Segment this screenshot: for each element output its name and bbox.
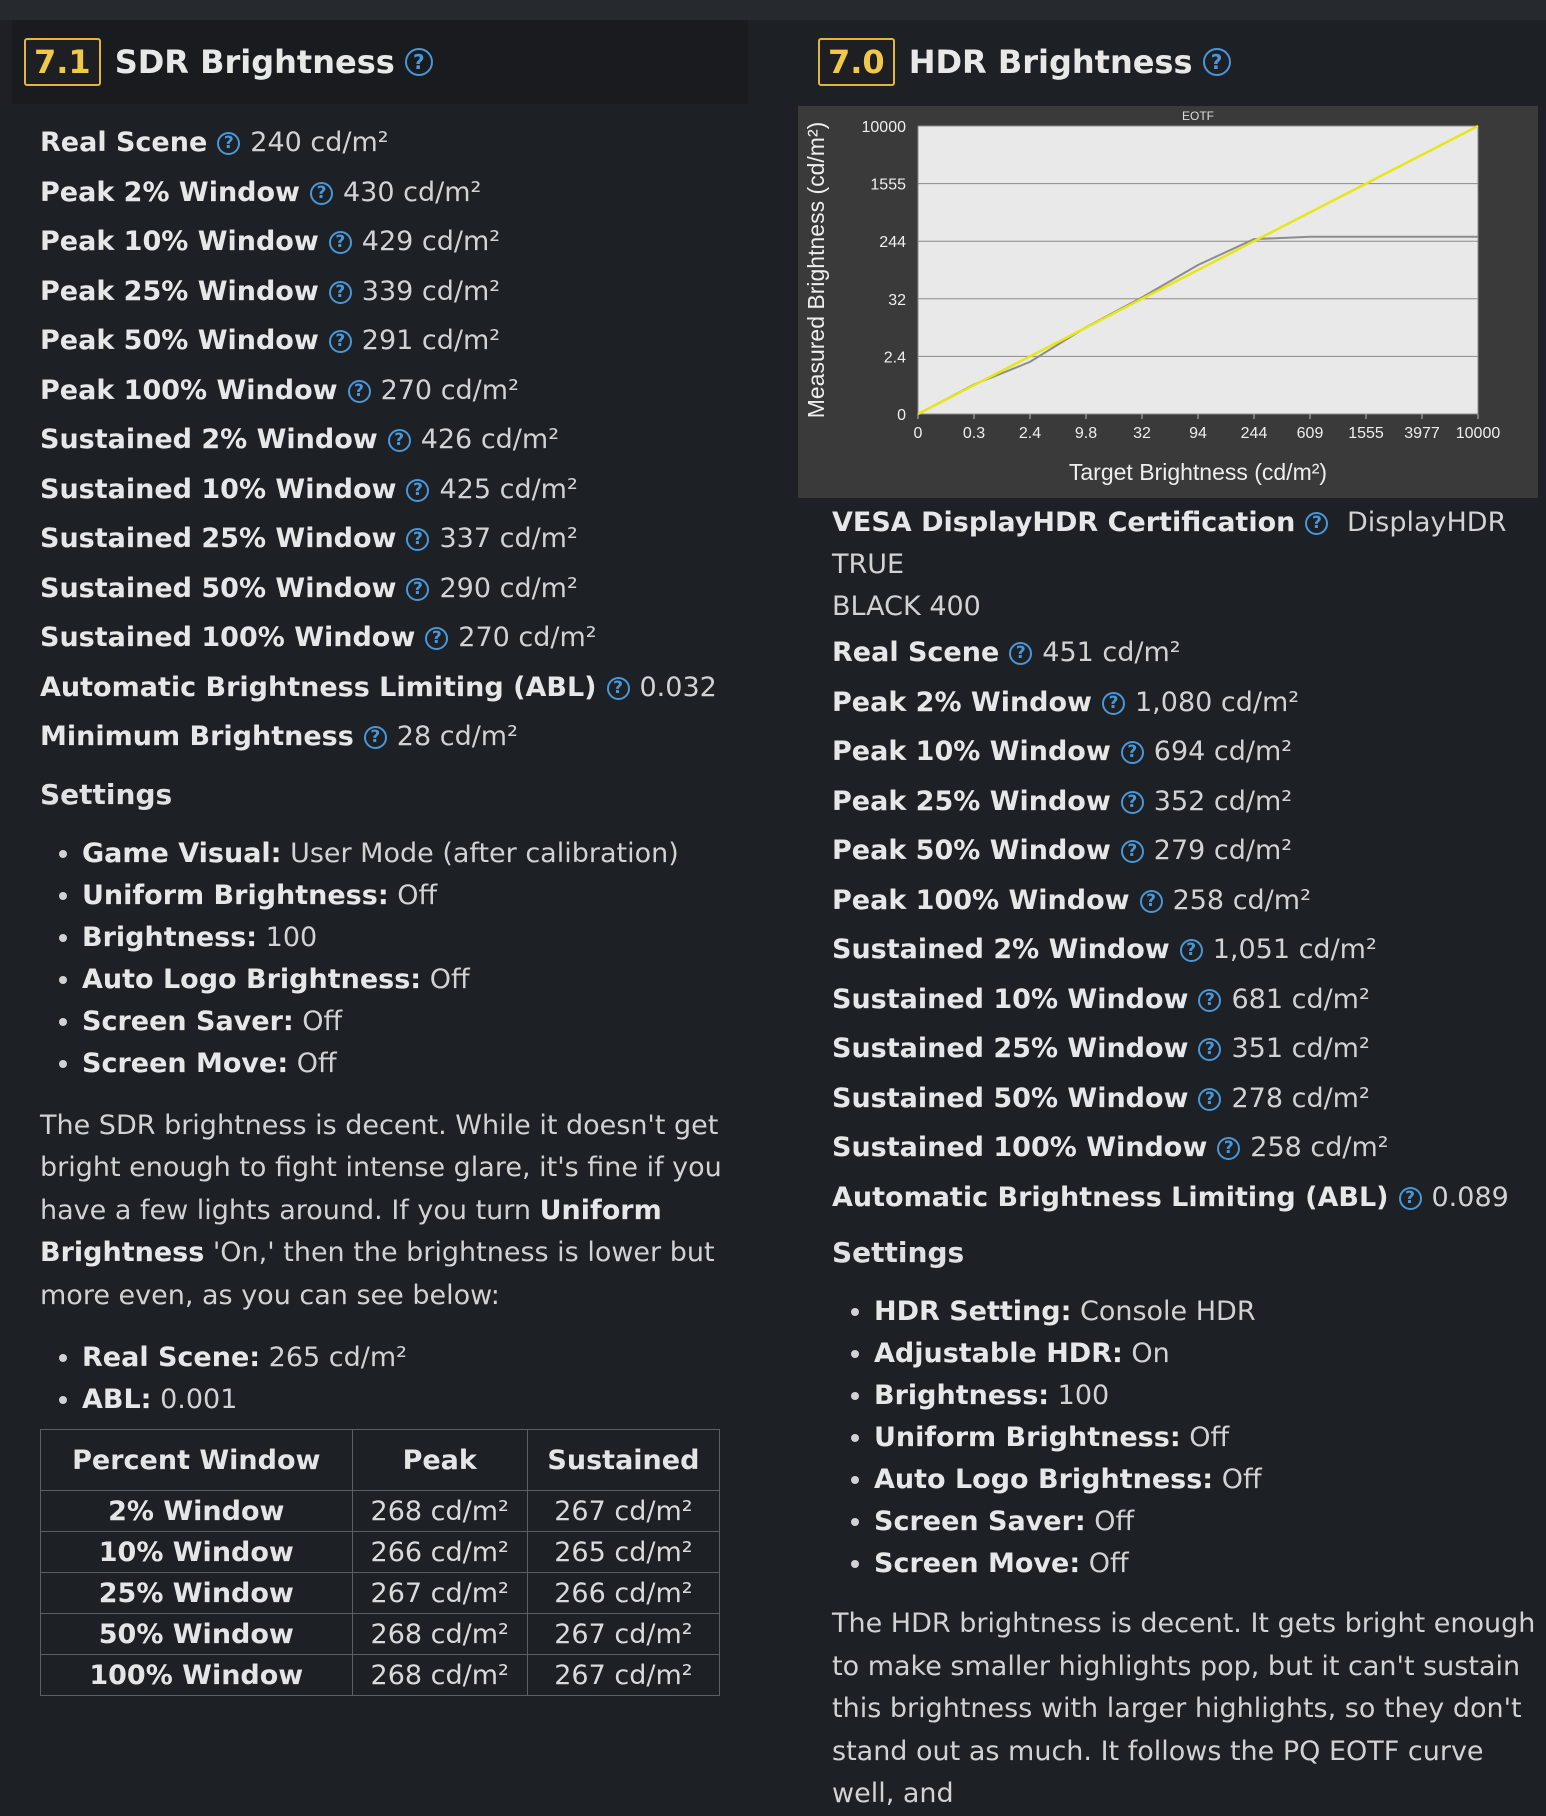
x-tick-label: 32: [1133, 425, 1151, 442]
help-icon[interactable]: ?: [1180, 939, 1203, 962]
metric-label: Automatic Brightness Limiting (ABL): [832, 1181, 1389, 1213]
setting-value: Off: [429, 963, 470, 995]
table-cell: 268 cd/m²: [352, 1491, 527, 1532]
metric-label: Sustained 25% Window: [832, 1033, 1189, 1064]
setting-label: Game Visual:: [82, 837, 282, 869]
setting-label: ABL:: [82, 1384, 152, 1415]
metric-row: [40, 465, 748, 515]
table-row: [41, 1491, 720, 1532]
setting-item: [874, 1543, 1546, 1585]
metric-label: Peak 100% Window: [832, 884, 1130, 916]
metric-value: 258 cd/m²: [1250, 1132, 1389, 1163]
hdr-score-badge: 7.0: [818, 38, 895, 86]
setting-item: [82, 1379, 748, 1421]
metric-value: 681 cd/m²: [1231, 983, 1370, 1015]
metric-value: 337 cd/m²: [439, 523, 578, 554]
hdr-header: [804, 20, 1546, 104]
metric-value: 258 cd/m²: [1172, 884, 1311, 916]
help-icon[interactable]: ?: [1305, 512, 1328, 535]
setting-value: Off: [1189, 1422, 1230, 1453]
setting-label: Adjustable HDR:: [874, 1338, 1123, 1369]
help-icon[interactable]: ?: [1198, 989, 1221, 1012]
metric-row: [40, 613, 748, 663]
metric-label: Real Scene: [832, 637, 1000, 668]
metric-label: Peak 25% Window: [40, 275, 319, 307]
setting-value: User Mode (after calibration): [290, 837, 679, 869]
setting-value: Off: [296, 1047, 337, 1079]
metric-label: Minimum Brightness: [40, 721, 354, 752]
y-tick-label: 2.4: [883, 349, 906, 367]
table-cell: 10% Window: [41, 1532, 353, 1573]
metric-label: Peak 2% Window: [832, 686, 1092, 718]
help-icon[interactable]: ?: [406, 528, 429, 551]
setting-item: [82, 1043, 748, 1085]
metric-value: 290 cd/m²: [439, 572, 578, 604]
metric-row: [40, 118, 748, 168]
setting-label: Screen Saver:: [874, 1506, 1086, 1537]
metric-value: 339 cd/m²: [361, 275, 501, 307]
metric-value: 0.089: [1431, 1181, 1509, 1213]
sdr-description: The SDR brightness is decent. While it doesn't get bright enough to fight intense glare, it's fine if you have a few lights around. If you turn Uniform Brightness 'On,' then the brightness is lower but more even, as you can see below:: [40, 1109, 722, 1311]
metric-label: Sustained 10% Window: [832, 983, 1189, 1015]
x-tick-label: 2.4: [1018, 425, 1042, 442]
x-tick-label: 609: [1296, 425, 1324, 442]
help-icon[interactable]: ?: [1102, 692, 1125, 715]
help-icon[interactable]: ?: [406, 578, 429, 601]
help-icon[interactable]: ?: [1121, 840, 1144, 863]
table-cell: 267 cd/m²: [527, 1491, 719, 1532]
metric-value: 451 cd/m²: [1042, 637, 1181, 668]
eotf-chart: [798, 106, 1538, 498]
table-row: [41, 1655, 720, 1696]
help-icon[interactable]: ?: [1140, 890, 1163, 913]
chart-title: EOTF: [1182, 109, 1214, 123]
setting-item: [82, 1337, 748, 1379]
setting-label: Auto Logo Brightness:: [874, 1464, 1214, 1495]
table-cell: 100% Window: [41, 1655, 353, 1696]
metric-value: 279 cd/m²: [1153, 835, 1293, 866]
table-cell: 50% Window: [41, 1614, 353, 1655]
metric-row: [832, 876, 1546, 926]
metric-row: [832, 975, 1546, 1025]
metric-label: Sustained 50% Window: [832, 1082, 1189, 1114]
x-tick-label: 3977: [1404, 425, 1440, 442]
setting-label: Screen Move:: [82, 1047, 289, 1079]
top-bar: [0, 0, 1546, 20]
metric-label: Sustained 25% Window: [40, 523, 397, 554]
table-cell: 266 cd/m²: [527, 1573, 719, 1614]
metric-row: [832, 777, 1546, 827]
metric-row: [40, 168, 748, 218]
setting-value: Off: [1088, 1548, 1129, 1579]
setting-item: [874, 1417, 1546, 1459]
sdr-score-badge: 7.1: [24, 38, 101, 86]
x-tick-label: 10000: [1455, 425, 1501, 442]
metric-row: [40, 514, 748, 564]
setting-item: [874, 1291, 1546, 1333]
help-icon[interactable]: ?: [310, 182, 333, 205]
table-cell: 267 cd/m²: [352, 1573, 527, 1614]
help-icon[interactable]: ?: [348, 380, 371, 403]
metric-row: [832, 1074, 1546, 1124]
metric-value: 0.032: [639, 671, 717, 703]
table-cell: 266 cd/m²: [352, 1532, 527, 1573]
help-icon[interactable]: ?: [1217, 1137, 1240, 1160]
metric-row: [832, 1024, 1546, 1074]
metric-value: 1,080 cd/m²: [1135, 686, 1300, 718]
setting-label: Screen Saver:: [82, 1005, 294, 1037]
metric-label: Real Scene: [40, 127, 208, 158]
setting-label: HDR Setting:: [874, 1296, 1072, 1327]
help-icon[interactable]: ?: [1009, 642, 1032, 665]
help-icon[interactable]: ?: [217, 132, 240, 155]
y-tick-label: 244: [879, 234, 906, 252]
setting-value: 100: [1057, 1380, 1110, 1411]
x-tick-label: 9.8: [1074, 425, 1098, 442]
metric-value: 429 cd/m²: [361, 226, 501, 257]
setting-value: 265 cd/m²: [268, 1342, 407, 1373]
metric-value: 351 cd/m²: [1231, 1033, 1370, 1064]
help-icon[interactable]: ?: [425, 627, 448, 650]
help-icon[interactable]: ?: [1399, 1187, 1422, 1210]
hdr-title: HDR Brightness: [908, 43, 1193, 81]
x-tick-label: 244: [1240, 425, 1268, 442]
metric-row: [832, 1173, 1546, 1223]
metric-value: 270 cd/m²: [380, 374, 519, 406]
metric-row: [40, 663, 748, 713]
table-cell: 2% Window: [41, 1491, 353, 1532]
sdr-section: [12, 20, 748, 1696]
setting-item: [874, 1333, 1546, 1375]
hdr-metrics-list: [804, 628, 1546, 1222]
metric-label: Sustained 50% Window: [40, 572, 397, 604]
table-header: Sustained: [527, 1430, 719, 1491]
sdr-settings-list: [12, 833, 748, 1085]
table-cell: 267 cd/m²: [527, 1614, 719, 1655]
y-tick-label: 10000: [861, 119, 906, 136]
help-icon[interactable]: ?: [405, 48, 433, 76]
help-icon[interactable]: ?: [406, 479, 429, 502]
y-axis-label: Measured Brightness (cd/m²): [803, 121, 829, 419]
metric-row: [40, 415, 748, 465]
table-row: [41, 1614, 720, 1655]
hdr-description: The HDR brightness is decent. It gets bright enough to make smaller highlights pop, but it can't sustain this brightness with larger highlights, so they don't stand out as much. It follows the PQ EOTF curve well, and: [832, 1608, 1536, 1809]
hdr-settings-list: [804, 1291, 1546, 1585]
metric-label: Sustained 2% Window: [40, 424, 378, 455]
metric-label: Peak 25% Window: [832, 785, 1111, 817]
metric-value: 694 cd/m²: [1153, 736, 1293, 767]
y-tick-label: 1555: [870, 176, 906, 194]
setting-item: [82, 875, 748, 917]
hdr-section: [804, 20, 1546, 1816]
metric-label: Peak 50% Window: [832, 835, 1111, 866]
table-row: [41, 1532, 720, 1573]
metric-label: Sustained 10% Window: [40, 473, 397, 505]
metric-row: [832, 826, 1546, 876]
help-icon[interactable]: ?: [329, 281, 352, 304]
setting-value: Off: [1094, 1506, 1135, 1537]
setting-value: Off: [1221, 1464, 1262, 1495]
x-tick-label: 94: [1189, 425, 1207, 442]
x-axis-label: Target Brightness (cd/m²): [1068, 459, 1328, 485]
x-tick-label: 0.3: [962, 425, 986, 442]
help-icon[interactable]: ?: [364, 726, 387, 749]
metric-label: Peak 100% Window: [40, 374, 338, 406]
metric-row: [40, 217, 748, 267]
metric-row: [832, 727, 1546, 777]
metric-row: [40, 316, 748, 366]
metric-row: [832, 628, 1546, 678]
metric-label: Peak 10% Window: [832, 736, 1111, 767]
setting-value: Off: [302, 1005, 343, 1037]
metric-value: 1,051 cd/m²: [1212, 934, 1377, 965]
table-cell: 265 cd/m²: [527, 1532, 719, 1573]
help-icon[interactable]: ?: [329, 231, 352, 254]
table-cell: 25% Window: [41, 1573, 353, 1614]
help-icon[interactable]: ?: [329, 330, 352, 353]
metric-value: 291 cd/m²: [361, 325, 501, 356]
x-tick-label: 1555: [1348, 425, 1384, 442]
setting-label: Auto Logo Brightness:: [82, 963, 422, 995]
metric-label: Sustained 100% Window: [832, 1132, 1208, 1163]
sdr-window-table: [40, 1429, 720, 1696]
metric-value: 430 cd/m²: [343, 176, 482, 208]
hdr-settings-heading: Settings: [832, 1236, 965, 1269]
metric-value: 425 cd/m²: [439, 473, 578, 505]
metric-label: Peak 2% Window: [40, 176, 300, 208]
metric-row: [832, 678, 1546, 728]
sdr-header: [12, 20, 748, 104]
x-tick-label: 0: [913, 425, 923, 442]
help-icon[interactable]: ?: [1121, 741, 1144, 764]
help-icon[interactable]: ?: [1198, 1088, 1221, 1111]
metric-label: Automatic Brightness Limiting (ABL): [40, 671, 597, 703]
metric-value: 352 cd/m²: [1153, 785, 1293, 817]
help-icon[interactable]: ?: [388, 429, 411, 452]
sdr-settings-heading: Settings: [40, 777, 173, 811]
help-icon[interactable]: ?: [1198, 1038, 1221, 1061]
metric-label: Peak 50% Window: [40, 325, 319, 356]
help-icon[interactable]: ?: [1121, 791, 1144, 814]
y-tick-label: 0: [897, 407, 906, 424]
metric-label: Sustained 2% Window: [832, 934, 1170, 965]
metric-label: Peak 10% Window: [40, 226, 319, 257]
table-cell: 267 cd/m²: [527, 1655, 719, 1696]
metric-label: Sustained 100% Window: [40, 622, 416, 653]
setting-value: On: [1131, 1338, 1170, 1369]
metric-row: [40, 712, 748, 762]
table-header: Peak: [352, 1430, 527, 1491]
metric-row: [832, 1123, 1546, 1173]
table-cell: 268 cd/m²: [352, 1655, 527, 1696]
metric-row: [40, 267, 748, 317]
hdr-cert-row: VESA DisplayHDR Certification ? DisplayHDR TRUE BLACK 400: [832, 507, 1507, 622]
setting-item: [82, 833, 748, 875]
table-header: Percent Window: [41, 1430, 353, 1491]
metric-row: [40, 564, 748, 614]
setting-label: Real Scene:: [82, 1342, 261, 1373]
setting-label: Brightness:: [874, 1380, 1050, 1411]
help-icon[interactable]: ?: [607, 677, 630, 700]
setting-item: [82, 1001, 748, 1043]
table-cell: 268 cd/m²: [352, 1614, 527, 1655]
metric-value: 278 cd/m²: [1231, 1082, 1370, 1114]
setting-value: 0.001: [160, 1384, 238, 1415]
setting-item: [82, 959, 748, 1001]
sdr-metrics-list: [12, 118, 748, 762]
eotf-chart-svg: [798, 106, 1538, 498]
setting-value: Off: [397, 879, 438, 911]
setting-label: Brightness:: [82, 921, 258, 953]
metric-value: 240 cd/m²: [250, 127, 389, 158]
metric-value: 270 cd/m²: [458, 622, 597, 653]
table-row: [41, 1573, 720, 1614]
metric-value: 426 cd/m²: [420, 424, 560, 455]
setting-value: Console HDR: [1079, 1296, 1256, 1327]
setting-label: Uniform Brightness:: [82, 879, 389, 911]
metric-row: [832, 925, 1546, 975]
setting-item: [82, 917, 748, 959]
setting-item: [874, 1375, 1546, 1417]
setting-item: [874, 1459, 1546, 1501]
setting-label: Uniform Brightness:: [874, 1422, 1181, 1453]
y-tick-label: 32: [888, 291, 906, 309]
setting-label: Screen Move:: [874, 1548, 1081, 1579]
sdr-uniform-list: [12, 1337, 748, 1421]
setting-value: 100: [265, 921, 318, 953]
setting-item: [874, 1501, 1546, 1543]
metric-row: [40, 366, 748, 416]
metric-value: 28 cd/m²: [396, 721, 518, 752]
help-icon[interactable]: ?: [1203, 48, 1231, 76]
sdr-title: SDR Brightness: [114, 43, 395, 81]
